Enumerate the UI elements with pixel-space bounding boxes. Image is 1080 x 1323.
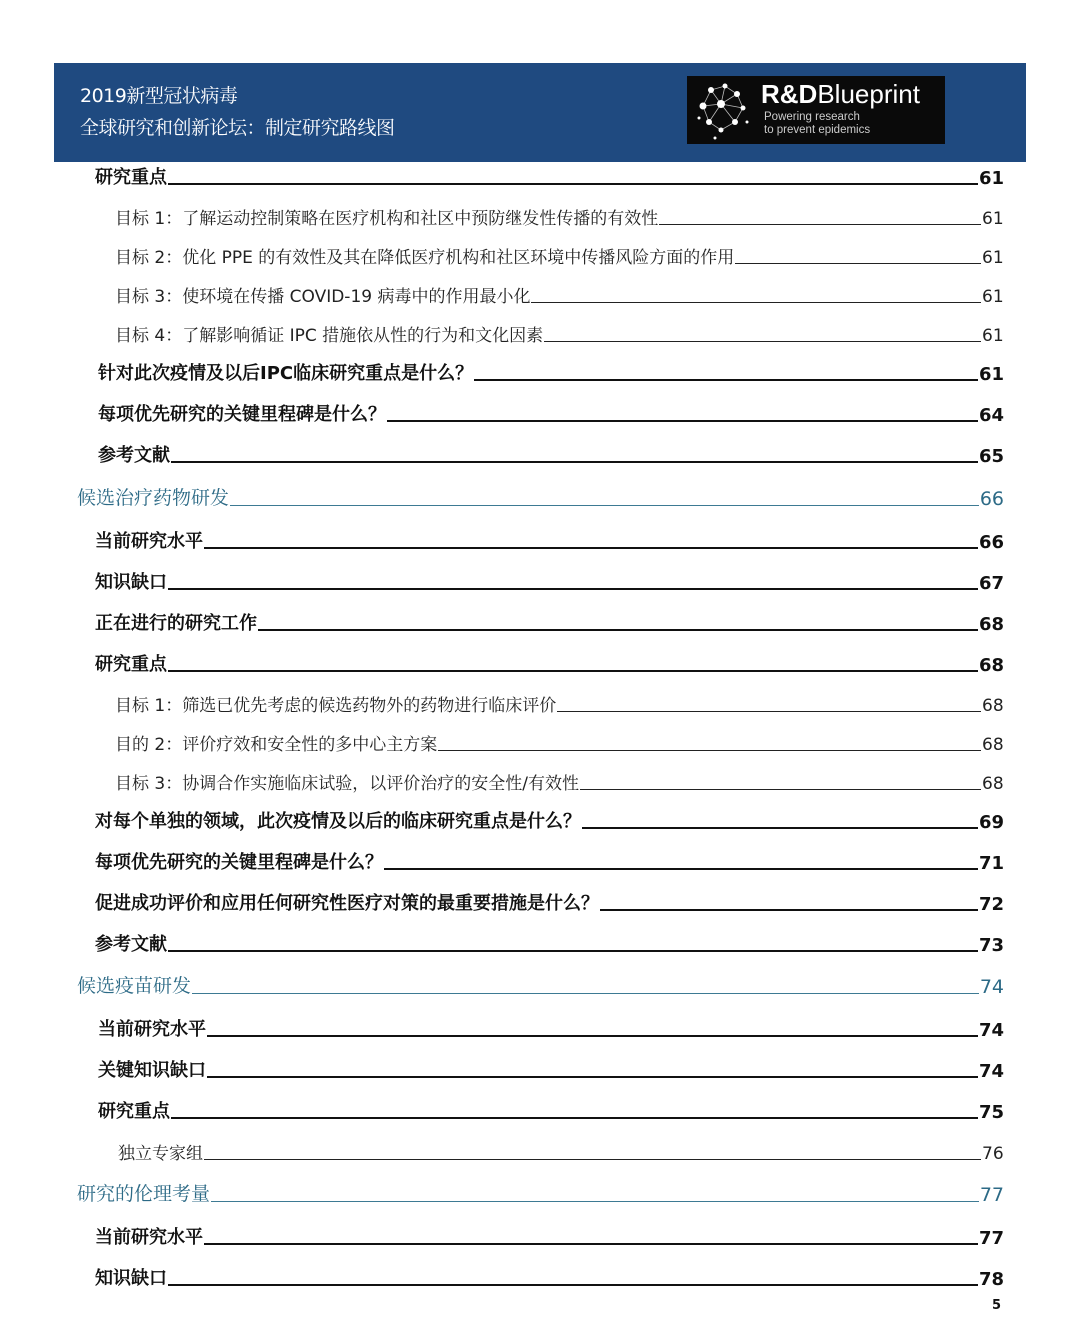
toc-leader-line xyxy=(207,1035,978,1037)
toc-leader-line xyxy=(204,547,978,549)
toc-leader-line xyxy=(230,505,979,506)
toc-leader-line xyxy=(168,670,978,672)
toc-page-number: 61 xyxy=(978,168,1004,189)
toc-page-number: 66 xyxy=(978,532,1004,553)
toc-leader-line xyxy=(204,1243,978,1245)
toc-entry[interactable] xyxy=(118,1138,1004,1164)
toc-entry[interactable] xyxy=(95,889,1004,915)
toc-entry[interactable] xyxy=(95,1264,1004,1290)
toc-entry[interactable] xyxy=(95,1223,1004,1249)
toc-leader-line xyxy=(580,789,981,790)
toc-leader-line xyxy=(171,461,978,463)
document-header xyxy=(54,63,1026,162)
toc-section[interactable] xyxy=(77,484,1004,510)
toc-entry-label: 正在进行的研究工作 xyxy=(95,613,257,634)
toc-entry[interactable] xyxy=(95,609,1004,635)
toc-entry[interactable] xyxy=(115,242,1004,268)
toc-leader-line xyxy=(735,263,981,264)
toc-leader-line xyxy=(168,588,978,590)
toc-leader-line xyxy=(438,750,981,751)
toc-leader-line xyxy=(171,1117,978,1119)
toc-page-number: 65 xyxy=(978,446,1004,467)
toc-leader-line xyxy=(168,950,978,952)
toc-entry-label: 每项优先研究的关键里程碑是什么？ xyxy=(98,404,386,425)
toc-leader-line xyxy=(557,711,981,712)
toc-entry-label: 目标 1：筛选已优先考虑的候选药物外的药物进行临床评价 xyxy=(115,696,557,716)
toc-entry[interactable] xyxy=(95,650,1004,676)
toc-page-number: 72 xyxy=(978,894,1004,915)
toc-leader-line xyxy=(544,341,981,342)
toc-leader-line xyxy=(659,224,981,225)
toc-leader-line xyxy=(387,420,978,422)
toc-page-number: 73 xyxy=(978,935,1004,956)
toc-leader-line xyxy=(582,827,978,829)
toc-entry-label: 独立专家组 xyxy=(118,1144,203,1164)
toc-page-number: 77 xyxy=(978,1228,1004,1249)
toc-page-number: 61 xyxy=(982,209,1004,229)
toc-entry-label: 研究重点 xyxy=(95,167,167,188)
toc-entry-label: 当前研究水平 xyxy=(98,1019,206,1040)
toc-entry[interactable] xyxy=(98,1015,1004,1041)
toc-section[interactable] xyxy=(77,1180,1004,1206)
toc-page-number: 71 xyxy=(978,853,1004,874)
toc-entry-label: 目标 3：协调合作实施临床试验，以评价治疗的安全性/有效性 xyxy=(115,774,579,794)
toc-entry[interactable] xyxy=(98,400,1004,426)
toc-entry[interactable] xyxy=(115,768,1004,794)
toc-leader-line xyxy=(207,1076,978,1078)
toc-page-number: 61 xyxy=(982,248,1004,268)
toc-entry[interactable] xyxy=(95,930,1004,956)
toc-leader-line xyxy=(474,379,978,381)
toc-leader-line xyxy=(384,868,978,870)
toc-leader-line xyxy=(204,1159,981,1160)
toc-entry[interactable] xyxy=(95,807,1004,833)
toc-leader-line xyxy=(258,629,978,631)
toc-entry[interactable] xyxy=(98,441,1004,467)
toc-entry[interactable] xyxy=(95,163,1004,189)
toc-entry-label: 知识缺口 xyxy=(95,1268,167,1289)
toc-entry-label: 关键知识缺口 xyxy=(98,1060,206,1081)
toc-page-number: 61 xyxy=(982,326,1004,346)
toc-leader-line xyxy=(168,183,978,185)
toc-leader-line xyxy=(211,1201,979,1202)
toc-page-number: 76 xyxy=(982,1144,1004,1164)
toc-page-number: 74 xyxy=(979,976,1004,998)
toc-entry-label: 每项优先研究的关键里程碑是什么？ xyxy=(95,852,383,873)
toc-entry[interactable] xyxy=(115,729,1004,755)
toc-entry-label: 促进成功评价和应用任何研究性医疗对策的最重要措施是什么？ xyxy=(95,893,599,914)
toc-page-number: 68 xyxy=(978,614,1004,635)
toc-entry-label: 研究的伦理考量 xyxy=(77,1183,211,1205)
toc-entry[interactable] xyxy=(115,690,1004,716)
toc-page-number: 75 xyxy=(978,1102,1004,1123)
toc-entry-label: 参考文献 xyxy=(95,934,167,955)
toc-page-number: 61 xyxy=(982,287,1004,307)
toc-page-number: 67 xyxy=(978,573,1004,594)
toc-entry-label: 当前研究水平 xyxy=(95,1227,203,1248)
page-number: 5 xyxy=(992,1298,1002,1313)
toc-entry[interactable] xyxy=(98,1056,1004,1082)
toc-leader-line xyxy=(600,909,978,911)
toc-entry-label: 目标 3：使环境在传播 COVID-19 病毒中的作用最小化 xyxy=(115,287,531,307)
toc-entry-label: 参考文献 xyxy=(98,445,170,466)
toc-entry[interactable] xyxy=(115,320,1004,346)
toc-entry-label: 研究重点 xyxy=(98,1101,170,1122)
toc-leader-line xyxy=(192,993,979,994)
toc-page-number: 74 xyxy=(978,1020,1004,1041)
toc-section[interactable] xyxy=(77,972,1004,998)
toc-entry-label: 候选疫苗研发 xyxy=(77,975,192,997)
logo-tagline: Powering research to prevent epidemics xyxy=(764,111,871,136)
toc-leader-line xyxy=(168,1284,978,1286)
toc-entry[interactable] xyxy=(95,527,1004,553)
toc-entry-label: 目标 4：了解影响循证 IPC 措施依从性的行为和文化因素 xyxy=(115,326,544,346)
toc-page-number: 68 xyxy=(982,774,1004,794)
logo-brand: R&DBlueprint xyxy=(761,79,920,109)
toc-page-number: 66 xyxy=(979,488,1004,510)
toc-page-number: 64 xyxy=(978,405,1004,426)
toc-entry-label: 目的 2：评价疗效和安全性的多中心主方案 xyxy=(115,735,438,755)
toc-page-number: 68 xyxy=(982,696,1004,716)
toc-entry-label: 目标 1：了解运动控制策略在医疗机构和社区中预防继发性传播的有效性 xyxy=(115,209,659,229)
rd-blueprint-logo xyxy=(687,76,945,144)
toc-entry[interactable] xyxy=(95,848,1004,874)
network-globe-icon xyxy=(691,78,757,142)
toc-entry[interactable] xyxy=(115,281,1004,307)
toc-page-number: 74 xyxy=(978,1061,1004,1082)
toc-entry[interactable] xyxy=(95,568,1004,594)
toc-entry[interactable] xyxy=(98,359,1004,385)
toc-leader-line xyxy=(531,302,981,303)
toc-entry-label: 研究重点 xyxy=(95,654,167,675)
toc-entry-label: 针对此次疫情及以后IPC临床研究重点是什么？ xyxy=(98,363,474,384)
toc-page-number: 61 xyxy=(978,364,1004,385)
toc-entry-label: 候选治疗药物研发 xyxy=(77,487,230,509)
toc-entry-label: 对每个单独的领域，此次疫情及以后的临床研究重点是什么？ xyxy=(95,811,581,832)
toc-entry[interactable] xyxy=(98,1097,1004,1123)
header-title-line2: 全球研究和创新论坛：制定研究路线图 xyxy=(80,117,395,139)
toc-entry-label: 目标 2：优化 PPE 的有效性及其在降低医疗机构和社区环境中传播风险方面的作用 xyxy=(115,248,735,268)
toc-entry-label: 知识缺口 xyxy=(95,572,167,593)
header-title-line1: 2019新型冠状病毒 xyxy=(80,85,238,107)
toc-page-number: 77 xyxy=(979,1184,1004,1206)
toc-page-number: 78 xyxy=(978,1269,1004,1290)
toc-page-number: 68 xyxy=(982,735,1004,755)
toc-entry-label: 当前研究水平 xyxy=(95,531,203,552)
toc-page-number: 69 xyxy=(978,812,1004,833)
toc-page-number: 68 xyxy=(978,655,1004,676)
toc-entry[interactable] xyxy=(115,203,1004,229)
